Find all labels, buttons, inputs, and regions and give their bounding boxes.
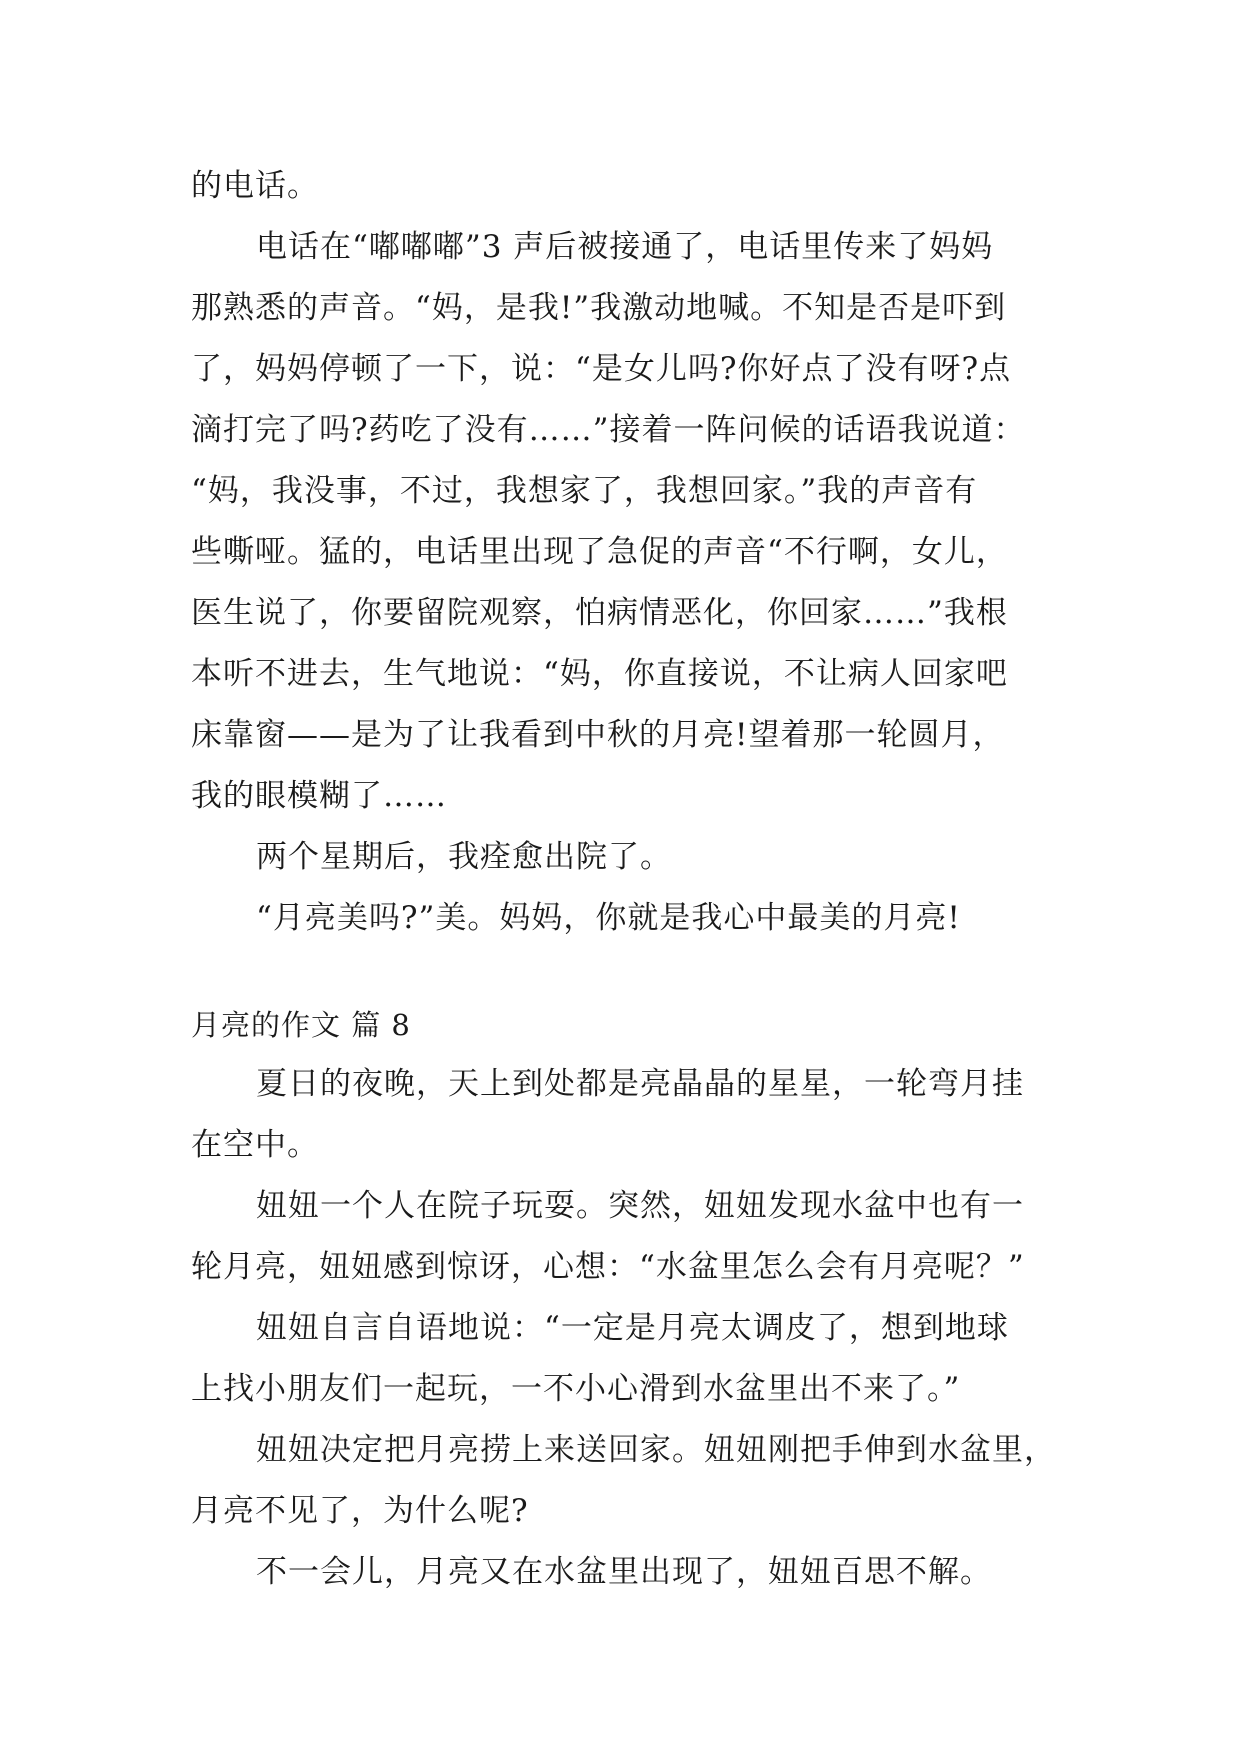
text-line: 了，妈妈停顿了一下，说：“是女儿吗?你好点了没有呀?点: [191, 351, 1012, 387]
text-line: 在空中。: [191, 1127, 319, 1163]
paragraph-start-line: 电话在“嘟嘟嘟”3 声后被接通了，电话里传来了妈妈: [256, 229, 994, 265]
paragraph-start-line: “月亮美吗?”美。妈妈，你就是我心中最美的月亮!: [256, 900, 961, 936]
text-line: 滴打完了吗?药吃了没有……”接着一阵问候的话语我说道：: [191, 412, 1026, 448]
text-line: 本听不进去，生气地说：“妈，你直接说，不让病人回家吧: [191, 656, 1008, 692]
text-line: 些嘶哑。猛的，电话里出现了急促的声音“不行啊，女儿，: [191, 534, 1008, 570]
text-line: 月亮不见了，为什么呢?: [191, 1493, 529, 1529]
text-line: “妈，我没事，不过，我想家了，我想回家。”我的声音有: [191, 473, 978, 509]
paragraph-start-line: 夏日的夜晚，天上到处都是亮晶晶的星星，一轮弯月挂: [256, 1066, 1024, 1102]
text-line: 那熟悉的声音。“妈，是我!”我激动地喊。不知是否是吓到: [191, 290, 1007, 326]
paragraph-start-line: 妞妞一个人在院子玩耍。突然，妞妞发现水盆中也有一: [256, 1188, 1024, 1224]
text-line: 上找小朋友们一起玩，一不小心滑到水盆里出不来了。”: [191, 1371, 961, 1407]
text-line: 轮月亮，妞妞感到惊讶，心想：“水盆里怎么会有月亮呢？”: [191, 1249, 1025, 1285]
text-line: 我的眼模糊了……: [191, 778, 447, 814]
paragraph-start-line: 两个星期后，我痊愈出院了。: [256, 839, 672, 875]
text-line: 床靠窗——是为了让我看到中秋的月亮!望着那一轮圆月，: [191, 717, 1005, 753]
paragraph-start-line: 妞妞决定把月亮捞上来送回家。妞妞刚把手伸到水盆里，: [256, 1432, 1056, 1468]
paragraph-start-line: 妞妞自言自语地说：“一定是月亮太调皮了，想到地球: [256, 1310, 1009, 1346]
text-line: 的电话。: [191, 168, 319, 204]
section-heading: 月亮的作文 篇 8: [191, 1008, 411, 1042]
text-line: 医生说了，你要留院观察，怕病情恶化，你回家……”我根: [191, 595, 1008, 631]
paragraph-start-line: 不一会儿，月亮又在水盆里出现了，妞妞百思不解。: [256, 1554, 992, 1590]
